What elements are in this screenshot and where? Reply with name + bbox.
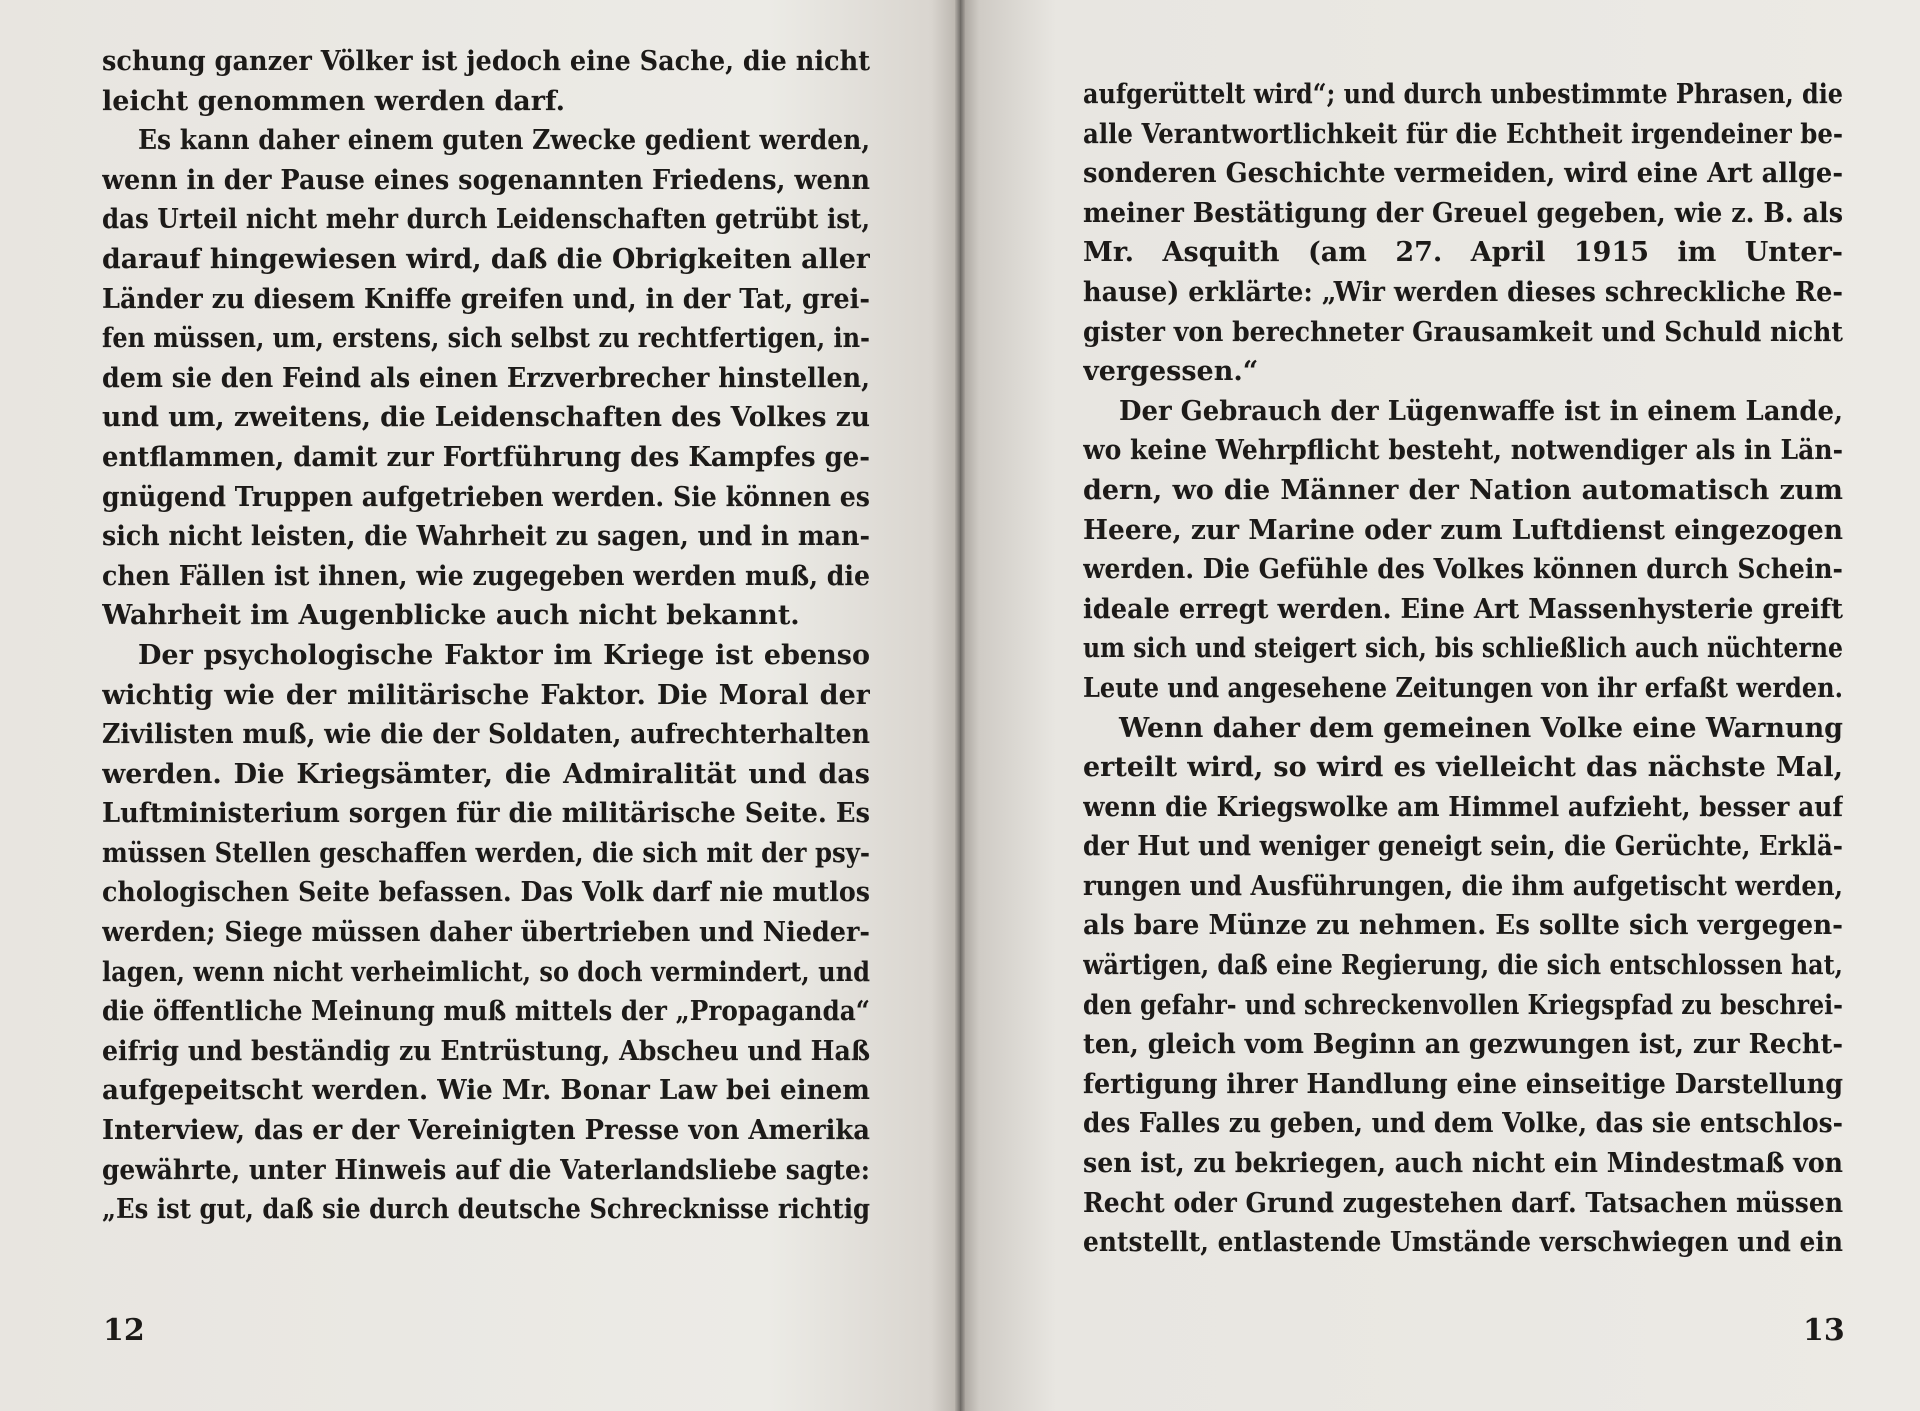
- text-line: wenn in der Pause eines sogenannten Friedens, wenn: [102, 164, 870, 196]
- text-line: ten, gleich vom Beginn an gezwungen ist, zur Recht-: [1083, 1029, 1843, 1061]
- text-line: wenn die Kriegswolke am Himmel aufzieht, besser auf: [1083, 791, 1843, 823]
- right-page-text: [1083, 75, 1843, 1263]
- text-line: werden; Siege müssen daher übertrieben und Nieder-: [102, 917, 870, 949]
- text-line: gister von berechneter Grausamkeit und Schuld nicht: [1083, 316, 1843, 348]
- text-line: Luftministerium sorgen für die militärische Seite. Es: [102, 798, 870, 830]
- text-line: sonderen Geschichte vermeiden, wird eine Art allge-: [1083, 158, 1843, 190]
- text-line: als bare Münze zu nehmen. Es sollte sich vergegen-: [1083, 910, 1843, 942]
- text-line: dern, wo die Männer der Nation automatisch zum: [1083, 474, 1843, 506]
- text-line: um sich und steigert sich, bis schließlich auch nüchterne: [1083, 633, 1843, 665]
- text-line: lagen, wenn nicht verheimlicht, so doch vermindert, und: [102, 956, 870, 988]
- text-line: fen müssen, um, erstens, sich selbst zu rechtfertigen, in-: [102, 323, 870, 355]
- text-line: müssen Stellen geschaffen werden, die sich mit der psy-: [102, 837, 870, 869]
- text-line: wärtigen, daß eine Regierung, die sich entschlossen hat,: [1083, 950, 1843, 982]
- text-line: wichtig wie der militärische Faktor. Die Moral der: [102, 679, 870, 711]
- text-line: gewährte, unter Hinweis auf die Vaterlandsliebe sagte:: [102, 1154, 870, 1186]
- text-line: Der Gebrauch der Lügenwaffe ist in einem Lande,: [1119, 395, 1843, 427]
- text-line: Mr. Asquith (am 27. April 1915 im Unter-: [1083, 237, 1843, 269]
- text-line: des Falles zu geben, und dem Volke, das sie entschlos-: [1083, 1108, 1843, 1140]
- left-page-text: [102, 42, 870, 1230]
- text-line: Es kann daher einem guten Zwecke gedient werden,: [138, 125, 870, 157]
- text-line: aufgepeitscht werden. Wie Mr. Bonar Law bei einem: [102, 1075, 870, 1107]
- text-line: fertigung ihrer Handlung eine einseitige Darstellung: [1083, 1068, 1843, 1100]
- text-line: und um, zweitens, die Leidenschaften des Volkes zu: [102, 402, 870, 434]
- left-page-number: 12: [103, 1313, 145, 1348]
- text-line: die öffentliche Meinung muß mittels der „Propaganda“: [102, 996, 870, 1028]
- text-line: Interview, das er der Vereinigten Presse von Amerika: [102, 1115, 870, 1147]
- text-line: erteilt wird, so wird es vielleicht das nächste Mal,: [1083, 752, 1843, 784]
- text-line: Wahrheit im Augenblicke auch nicht bekannt.: [102, 600, 800, 632]
- text-line: ideale erregt werden. Eine Art Massenhysterie greift: [1083, 593, 1843, 625]
- right-page: [960, 0, 1920, 1411]
- text-line: darauf hingewiesen wird, daß die Obrigkeiten aller: [102, 243, 870, 275]
- text-line: chen Fällen ist ihnen, wie zugegeben werden muß, die: [102, 560, 870, 592]
- text-line: hause) erklärte: „Wir werden dieses schreckliche Re-: [1083, 276, 1843, 308]
- text-line: Wenn daher dem gemeinen Volke eine Warnung: [1119, 712, 1843, 744]
- text-line: chologischen Seite befassen. Das Volk darf nie mutlos: [102, 877, 870, 909]
- text-line: den gefahr- und schreckenvollen Kriegspfad zu beschrei-: [1083, 989, 1843, 1021]
- text-line: wo keine Wehrpflicht besteht, notwendiger als in Län-: [1083, 435, 1843, 467]
- text-line: Leute und angesehene Zeitungen von ihr erfaßt werden.: [1083, 672, 1843, 704]
- text-line: vergessen.“: [1083, 356, 1259, 388]
- text-line: Recht oder Grund zugestehen darf. Tatsachen müssen: [1083, 1187, 1843, 1219]
- text-line: werden. Die Kriegsämter, die Admiralität und das: [102, 758, 870, 790]
- text-line: dem sie den Feind als einen Erzverbrecher hinstellen,: [102, 362, 870, 394]
- text-line: sich nicht leisten, die Wahrheit zu sagen, und in man-: [102, 521, 870, 553]
- text-line: entstellt, entlastende Umstände verschwiegen und ein: [1083, 1227, 1843, 1259]
- text-line: aufgerüttelt wird“; und durch unbestimmte Phrasen, die: [1083, 79, 1843, 110]
- book-gutter: [955, 0, 965, 1411]
- text-line: Zivilisten muß, wie die der Soldaten, aufrechterhalten: [102, 719, 870, 751]
- text-line: eifrig und beständig zu Entrüstung, Abscheu und Haß: [102, 1035, 870, 1067]
- right-page-number: 13: [1803, 1313, 1845, 1348]
- text-line: „Es ist gut, daß sie durch deutsche Schrecknisse richtig: [102, 1194, 870, 1226]
- text-line: gnügend Truppen aufgetrieben werden. Sie können es: [102, 481, 870, 513]
- text-line: werden. Die Gefühle des Volkes können durch Schein-: [1083, 554, 1843, 586]
- text-line: alle Verantwortlichkeit für die Echtheit irgendeiner be-: [1083, 118, 1843, 150]
- text-line: der Hut und weniger geneigt sein, die Gerüchte, Erklä-: [1083, 831, 1843, 863]
- text-line: Der psychologische Faktor im Kriege ist ebenso: [138, 639, 870, 671]
- text-line: das Urteil nicht mehr durch Leidenschaften getrübt ist,: [102, 204, 870, 236]
- text-line: entflammen, damit zur Fortführung des Kampfes ge-: [102, 441, 870, 473]
- text-line: Länder zu diesem Kniffe greifen und, in der Tat, grei-: [102, 283, 870, 315]
- text-line: schung ganzer Völker ist jedoch eine Sache, die nicht: [102, 46, 870, 77]
- text-line: leicht genommen werden darf.: [102, 85, 566, 117]
- text-line: sen ist, zu bekriegen, auch nicht ein Mindestmaß von: [1083, 1148, 1843, 1180]
- text-line: rungen und Ausführungen, die ihm aufgetischt werden,: [1083, 870, 1843, 902]
- text-line: meiner Bestätigung der Greuel gegeben, wie z. B. als: [1083, 197, 1843, 229]
- text-line: Heere, zur Marine oder zum Luftdienst eingezogen: [1083, 514, 1843, 546]
